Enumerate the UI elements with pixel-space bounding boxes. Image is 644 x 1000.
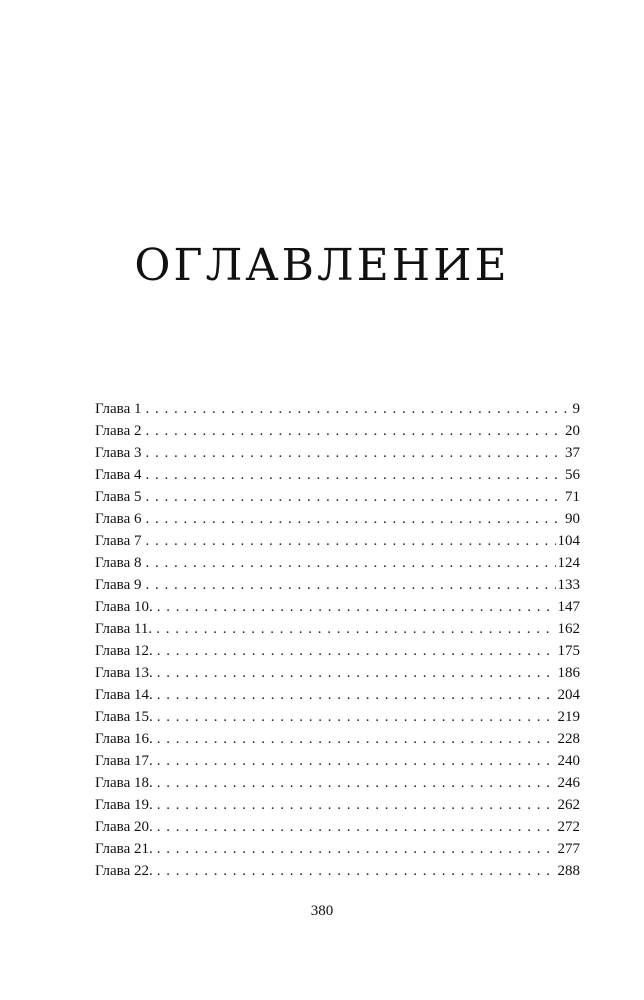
toc-entry-page: 37 [565, 445, 580, 461]
toc-entry[interactable] [95, 794, 580, 816]
toc-entry[interactable] [95, 772, 580, 794]
toc-entry[interactable] [95, 398, 580, 420]
toc-entry-label: Глава 1 [95, 401, 142, 417]
toc-entry[interactable] [95, 684, 580, 706]
toc-entry-page: 288 [557, 863, 580, 879]
dot-leader [157, 816, 556, 838]
toc-entry-label: Глава 5 [95, 489, 142, 505]
dot-leader [156, 618, 555, 640]
toc-entry-label: Глава 17. [95, 753, 153, 769]
toc-entry[interactable] [95, 618, 580, 640]
toc-entry-page: 104 [557, 533, 580, 549]
toc-entry-page: 133 [557, 577, 580, 593]
dot-leader [157, 662, 556, 684]
dot-leader [157, 706, 556, 728]
toc-entry-label: Глава 20. [95, 819, 153, 835]
toc-entry-label: Глава 16. [95, 731, 153, 747]
toc-entry[interactable] [95, 574, 580, 596]
dot-leader [145, 398, 570, 420]
toc-entry-page: 175 [557, 643, 580, 659]
toc-entry-label: Глава 13. [95, 665, 153, 681]
toc-entry-page: 90 [565, 511, 580, 527]
dot-leader [157, 596, 556, 618]
toc-entry-page: 186 [557, 665, 580, 681]
page-title: ОГЛАВЛЕНИЕ [134, 240, 510, 291]
toc-entry[interactable] [95, 750, 580, 772]
toc-entry-page: 277 [557, 841, 580, 857]
toc-entry-label: Глава 12. [95, 643, 153, 659]
toc-entry-label: Глава 21. [95, 841, 153, 857]
dot-leader [157, 838, 556, 860]
toc-entry-label: Глава 11. [95, 621, 153, 637]
toc-entry-page: 240 [557, 753, 580, 769]
toc-entry-page: 9 [572, 401, 580, 417]
toc-entry[interactable] [95, 640, 580, 662]
toc-entry[interactable] [95, 442, 580, 464]
dot-leader [145, 420, 563, 442]
toc-entry[interactable] [95, 816, 580, 838]
toc-entry-label: Глава 14. [95, 687, 153, 703]
toc-entry-label: Глава 15. [95, 709, 153, 725]
toc-entry-label: Глава 22. [95, 863, 153, 879]
dot-leader [145, 530, 555, 552]
toc-entry-page: 124 [557, 555, 580, 571]
toc-entry-page: 272 [557, 819, 580, 835]
toc-entry-page: 204 [557, 687, 580, 703]
dot-leader [157, 640, 556, 662]
toc-entry[interactable] [95, 508, 580, 530]
toc-entry[interactable] [95, 596, 580, 618]
page-number: 380 [310, 903, 334, 919]
dot-leader [145, 464, 563, 486]
toc-entry-label: Глава 2 [95, 423, 142, 439]
toc-entry-page: 228 [557, 731, 580, 747]
toc-entry-label: Глава 3 [95, 445, 142, 461]
toc-entry-label: Глава 4 [95, 467, 142, 483]
toc-entry[interactable] [95, 486, 580, 508]
toc-entry-label: Глава 19. [95, 797, 153, 813]
toc-entry-page: 262 [557, 797, 580, 813]
toc-entry-label: Глава 9 [95, 577, 142, 593]
toc-entry[interactable] [95, 706, 580, 728]
dot-leader [145, 508, 563, 530]
toc-entry-page: 56 [565, 467, 580, 483]
dot-leader [157, 728, 556, 750]
toc-entry-label: Глава 6 [95, 511, 142, 527]
dot-leader [145, 486, 563, 508]
toc-entry-page: 147 [557, 599, 580, 615]
toc-entry-label: Глава 7 [95, 533, 142, 549]
toc-entry-label: Глава 8 [95, 555, 142, 571]
dot-leader [157, 794, 556, 816]
toc-entry-page: 162 [557, 621, 580, 637]
toc-entry[interactable] [95, 860, 580, 882]
dot-leader [157, 772, 556, 794]
toc-entry[interactable] [95, 662, 580, 684]
toc-entry[interactable] [95, 464, 580, 486]
dot-leader [145, 574, 555, 596]
dot-leader [145, 552, 555, 574]
toc-entry-page: 219 [557, 709, 580, 725]
toc-entry-label: Глава 10. [95, 599, 153, 615]
dot-leader [157, 684, 556, 706]
toc-entry[interactable] [95, 728, 580, 750]
toc-entry-page: 71 [565, 489, 580, 505]
toc-entry[interactable] [95, 530, 580, 552]
dot-leader [157, 860, 556, 882]
toc-entry[interactable] [95, 552, 580, 574]
dot-leader [157, 750, 556, 772]
dot-leader [145, 442, 563, 464]
table-of-contents [95, 398, 580, 882]
toc-entry-page: 246 [557, 775, 580, 791]
toc-entry[interactable] [95, 838, 580, 860]
toc-entry-page: 20 [565, 423, 580, 439]
toc-entry[interactable] [95, 420, 580, 442]
toc-entry-label: Глава 18. [95, 775, 153, 791]
